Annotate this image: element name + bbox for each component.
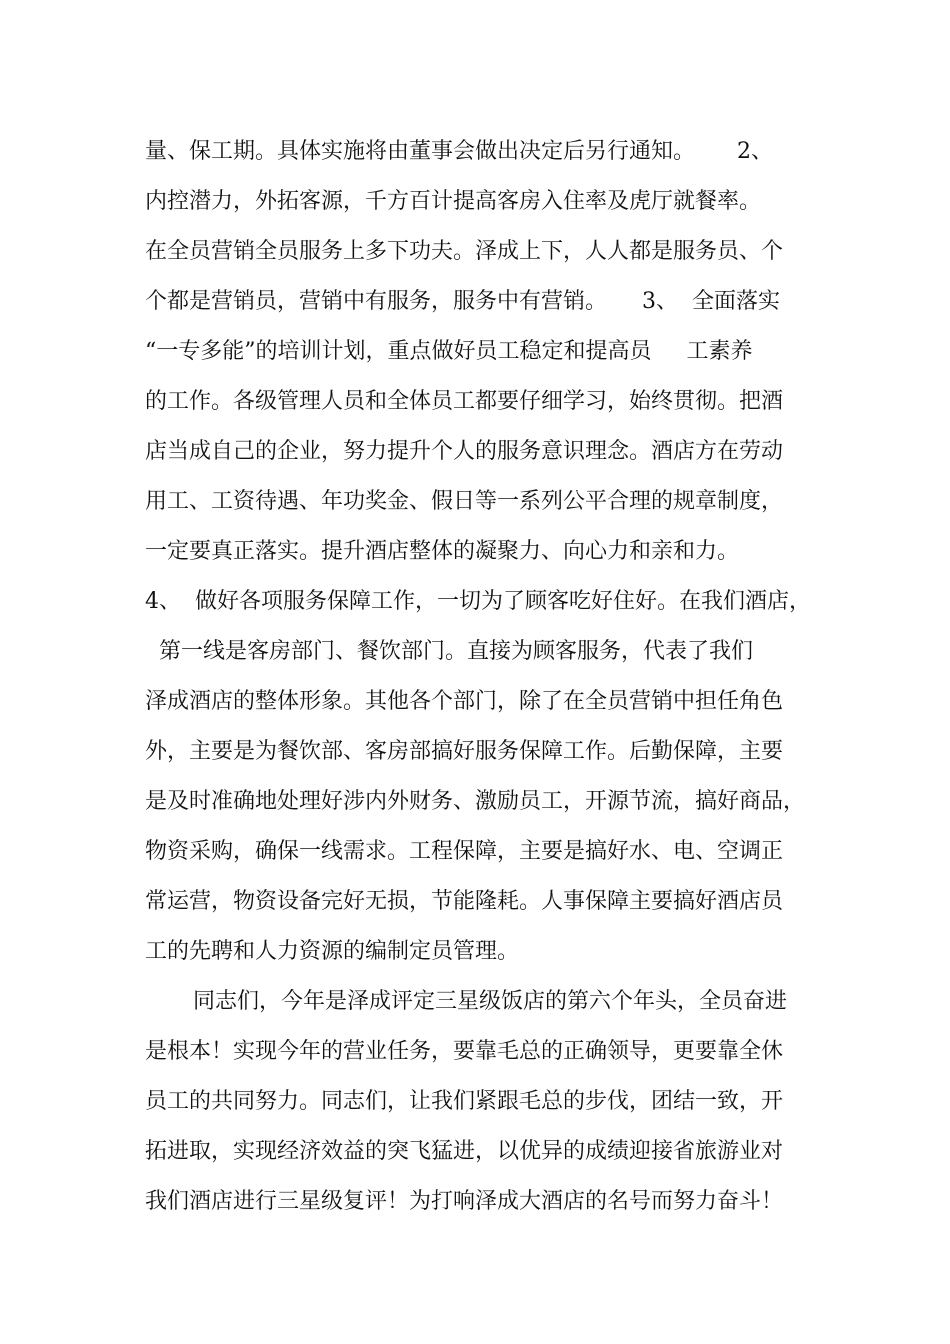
text-line: 个都是营销员，营销中有服务，服务中有营销。 3、 全面落实 xyxy=(145,289,780,314)
text-line: 物资采购，确保一线需求。工程保障，主要是搞好水、电、空调正 xyxy=(145,839,784,864)
text-line: 在全员营销全员服务上多下功夫。泽成上下，人人都是服务员、个 xyxy=(145,239,784,264)
text-line: 拓进取，实现经济效益的突飞猛进，以优异的成绩迎接省旅游业对 xyxy=(145,1139,784,1164)
text-line: 是及时准确地处理好涉内外财务、激励员工，开源节流，搞好商品， xyxy=(145,789,806,814)
text-line: 内控潜力，外拓客源，千方百计提高客房入住率及虎厅就餐率。 xyxy=(145,189,762,214)
text-line: 工的先聘和人力资源的编制定员管理。 xyxy=(145,939,520,964)
text-line: 量、保工期。具体实施将由董事会做出决定后另行通知。 2、 xyxy=(145,139,773,164)
text-line: 第一线是客房部门、餐饮部门。直接为顾客服务，代表了我们 xyxy=(145,639,753,664)
text-line: 是根本！实现今年的营业任务，要靠毛总的正确领导，更要靠全休 xyxy=(145,1039,784,1064)
text-line: 店当成自己的企业，努力提升个人的服务意识理念。酒店方在劳动 xyxy=(145,439,784,464)
text-line: 常运营，物资设备完好无损，节能隆耗。人事保障主要搞好酒店员 xyxy=(145,889,784,914)
text-line: 同志们，今年是泽成评定三星级饭店的第六个年头，全员奋进 xyxy=(193,989,788,1014)
text-line: 的工作。各级管理人员和全体员工都要仔细学习，始终贯彻。把酒 xyxy=(145,389,784,414)
text-line: 一定要真正落实。提升酒店整体的凝聚力、向心力和亲和力。 xyxy=(145,539,740,564)
text-line: 员工的共同努力。同志们，让我们紧跟毛总的步伐，团结一致，开 xyxy=(145,1089,784,1114)
text-line: 用工、工资待遇、年功奖金、假日等一系列公平合理的规章制度， xyxy=(145,489,784,514)
text-line: 外，主要是为餐饮部、客房部搞好服务保障工作。后勤保障，主要 xyxy=(145,739,784,764)
text-line: “一专多能”的培训计划，重点做好员工稳定和提高员 工素养 xyxy=(145,339,753,364)
text-line: 我们酒店进行三星级复评！为打响泽成大酒店的名号而努力奋斗！ xyxy=(145,1189,784,1214)
text-line: 泽成酒店的整体形象。其他各个部门，除了在全员营销中担任角色 xyxy=(145,689,784,714)
text-line: 4、 做好各项服务保障工作，一切为了顾客吃好住好。在我们酒店， xyxy=(145,589,811,614)
